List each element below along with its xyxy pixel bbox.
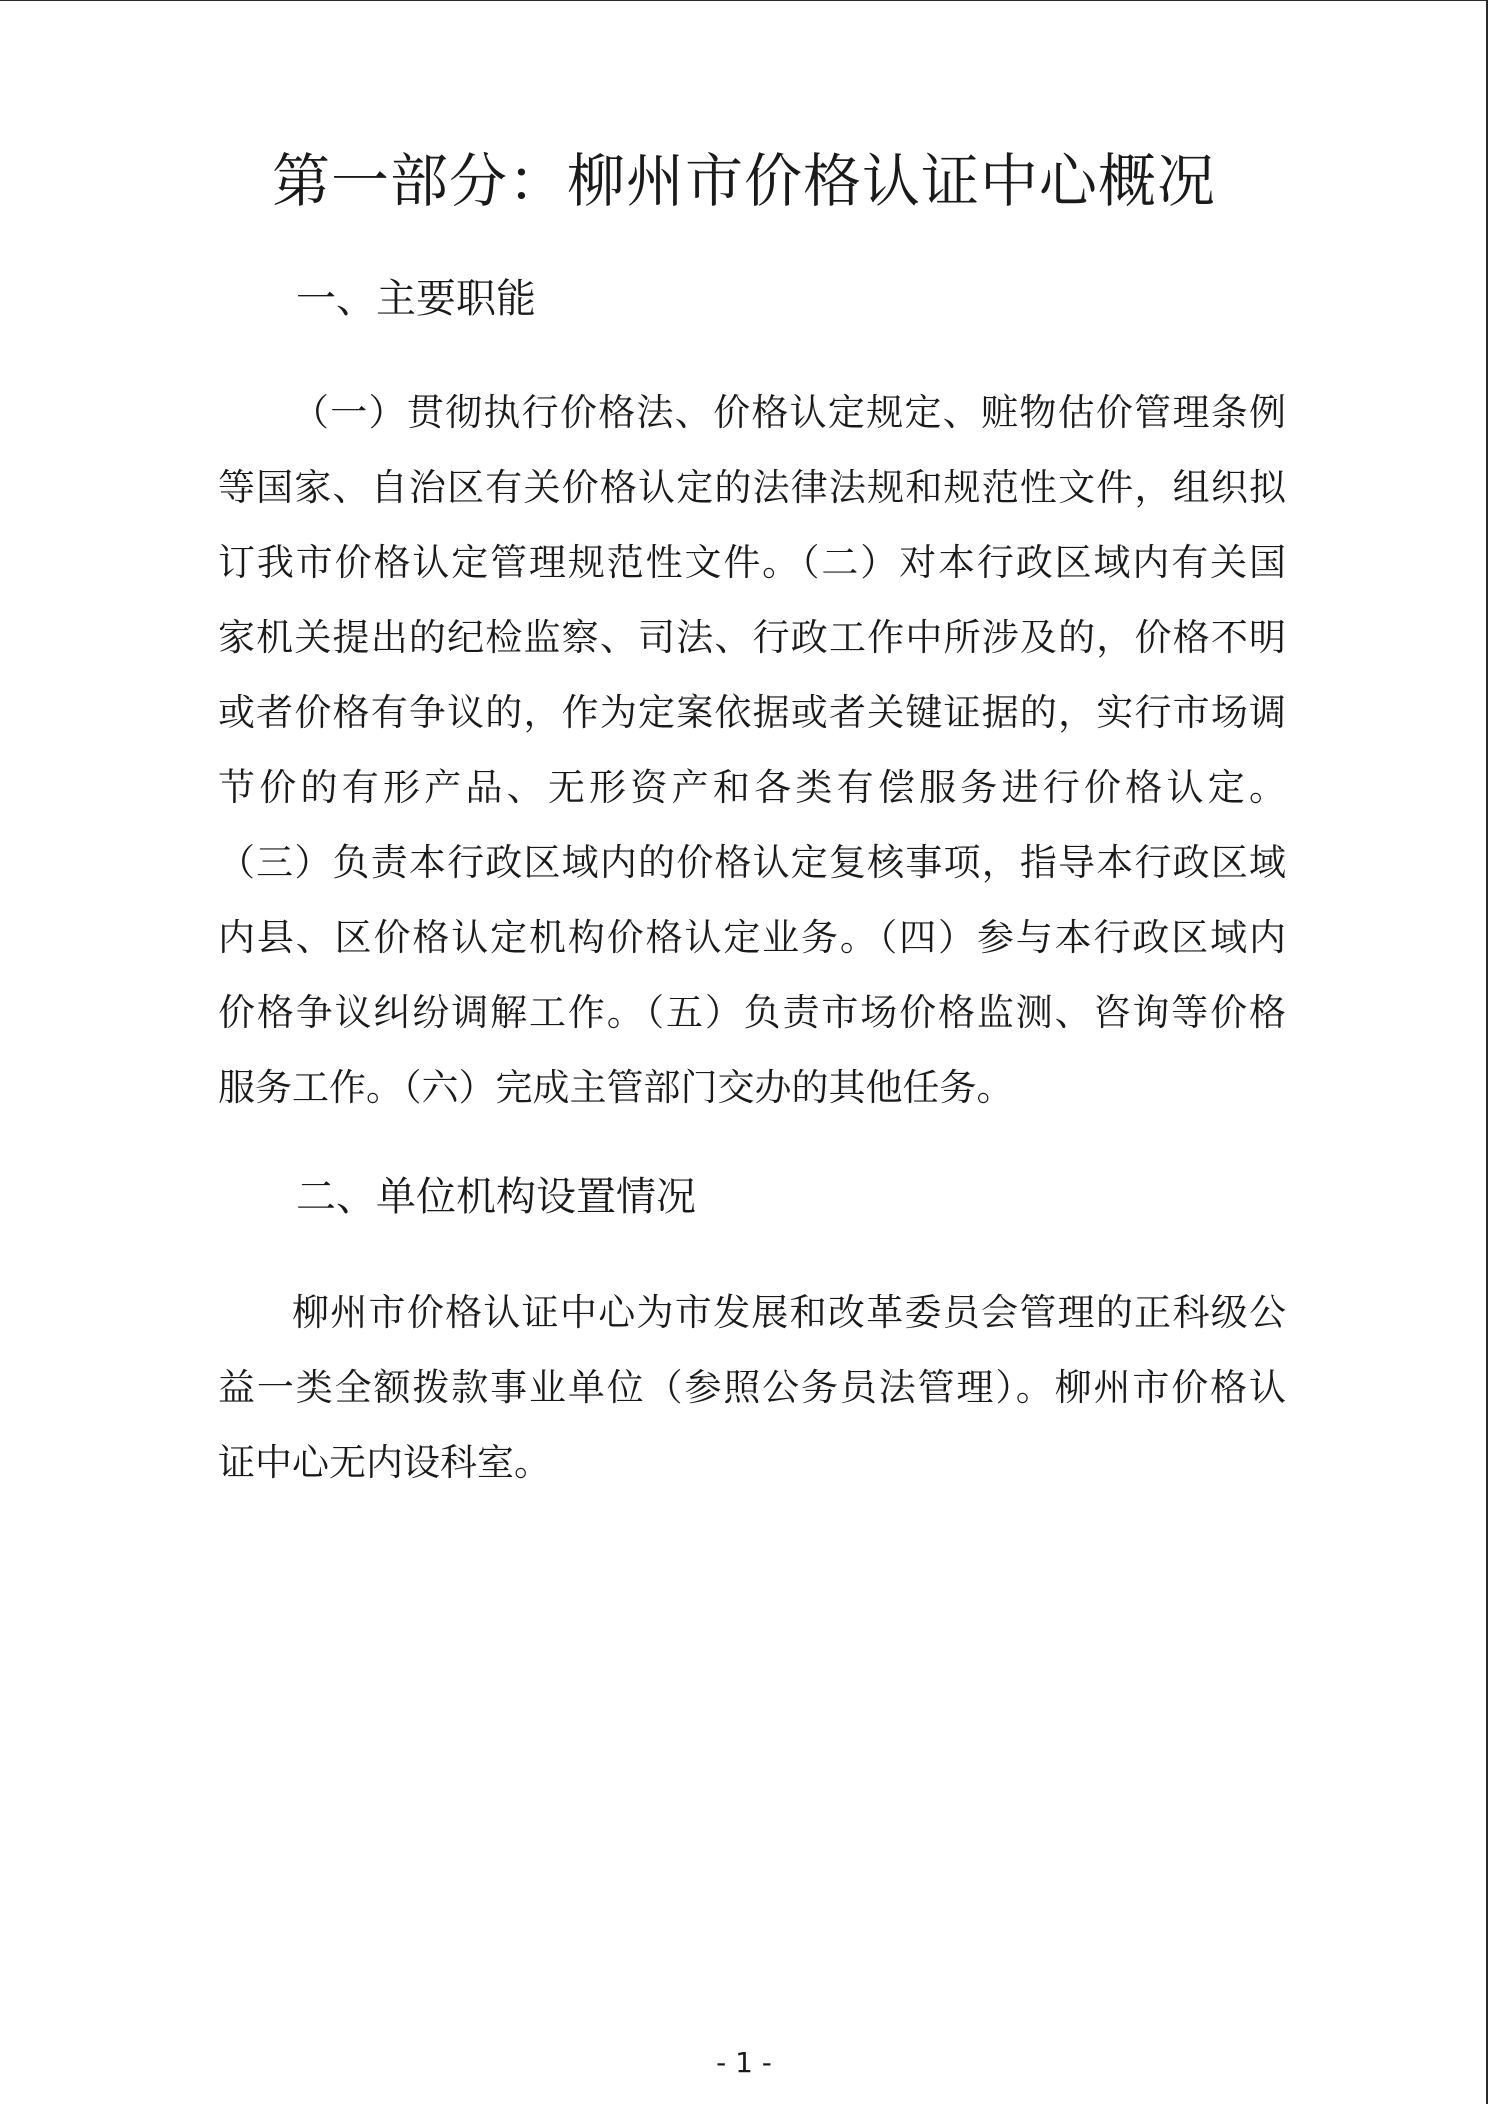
paragraph-line: 柳州市价格认证中心为市发展和改革委员会管理的正科级公 (292, 1291, 1286, 1334)
paragraph-line: （一）贯彻执行价格法、价格认定规定、赃物估价管理条例 (292, 391, 1286, 434)
paragraph-organization (218, 1275, 1286, 1500)
paragraph-line: 或者价格有争议的，作为定案依据或者关键证据的，实行市场调 (218, 691, 1286, 734)
page-number: - 1 - (716, 2046, 772, 2079)
paragraph-line: （三）负责本行政区域内的价格认定复核事项，指导本行政区域 (218, 841, 1286, 884)
section-heading-organization: 二、单位机构设置情况 (296, 1174, 696, 1220)
paragraph-line: 内县、区价格认定机构价格认定业务。（四）参与本行政区域内 (218, 916, 1286, 959)
paragraph-line: 证中心无内设科室。 (218, 1441, 551, 1484)
section-heading-main-functions: 一、主要职能 (296, 276, 536, 322)
paragraph-line: 节价的有形产品、无形资产和各类有偿服务进行价格认定。 (218, 766, 1286, 809)
paragraph-line: 订我市价格认定管理规范性文件。（二）对本行政区域内有关国 (218, 541, 1286, 584)
paragraph-line: 价格争议纠纷调解工作。（五）负责市场价格监测、咨询等价格 (218, 991, 1286, 1034)
paragraph-line: 等国家、自治区有关价格认定的法律法规和规范性文件，组织拟 (218, 466, 1286, 509)
page-title: 第一部分：柳州市价格认证中心概况 (271, 147, 1216, 215)
paragraph-line: 家机关提出的纪检监察、司法、行政工作中所涉及的，价格不明 (218, 616, 1286, 659)
paragraph-line: 益一类全额拨款事业单位（参照公务员法管理）。柳州市价格认 (218, 1366, 1286, 1409)
paragraph-main-functions (218, 375, 1286, 1125)
paragraph-line: 服务工作。（六）完成主管部门交办的其他任务。 (218, 1066, 1014, 1109)
